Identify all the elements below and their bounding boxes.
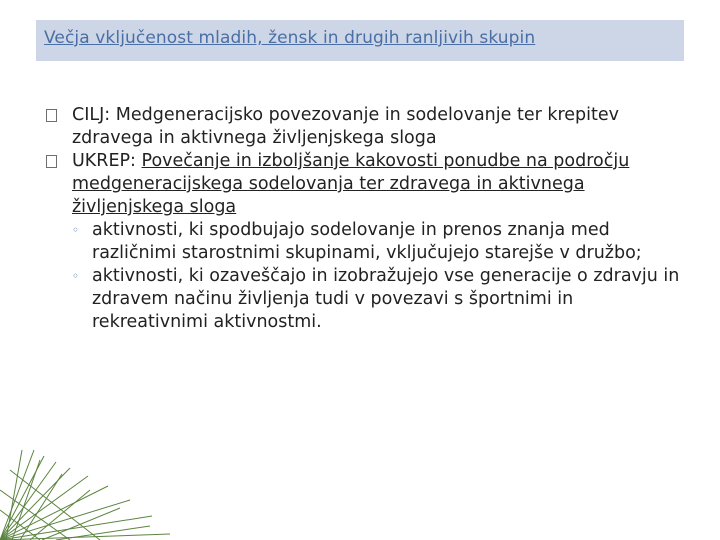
circle-bullet-icon: ◦ [72, 223, 80, 237]
circle-bullet-icon: ◦ [72, 269, 80, 283]
sub-bullet-item [72, 265, 686, 334]
bullet-ukrep [46, 150, 686, 334]
slide-content [46, 104, 686, 334]
sub-bullet-text: aktivnosti, ki spodbujajo sodelovanje in prenos znanja med različnimi starostnimi skupinami, vključujejo starejše v družbo; [92, 220, 642, 263]
sub-bullet-text: aktivnosti, ki ozaveščajo in izobražujejo vse generacije o zdravju in zdravem načinu življenja tudi v povezavi s športnimi in rekreativnimi aktivnostmi. [92, 266, 680, 332]
ukrep-action: Povečanje in izboljšanje kakovosti ponudbe na področju medgeneracijskega sodelovanja ter zdravega in aktivnega življenjskega sloga [72, 151, 630, 217]
slide-title: Večja vključenost mladih, žensk in drugih ranljivih skupin [44, 28, 536, 48]
checkbox-bullet-icon [46, 109, 57, 122]
decorative-lines [0, 450, 170, 540]
checkbox-bullet-icon [46, 155, 57, 168]
sub-bullet-item [72, 219, 686, 265]
ukrep-prefix: UKREP: [72, 151, 142, 171]
sub-bullet-list [72, 219, 686, 334]
cilj-text: CILJ: Medgeneracijsko povezovanje in sodelovanje ter krepitev zdravega in aktivnega življenjskega sloga [72, 105, 620, 148]
slide-title-bar [36, 20, 684, 61]
bullet-cilj [46, 104, 686, 150]
